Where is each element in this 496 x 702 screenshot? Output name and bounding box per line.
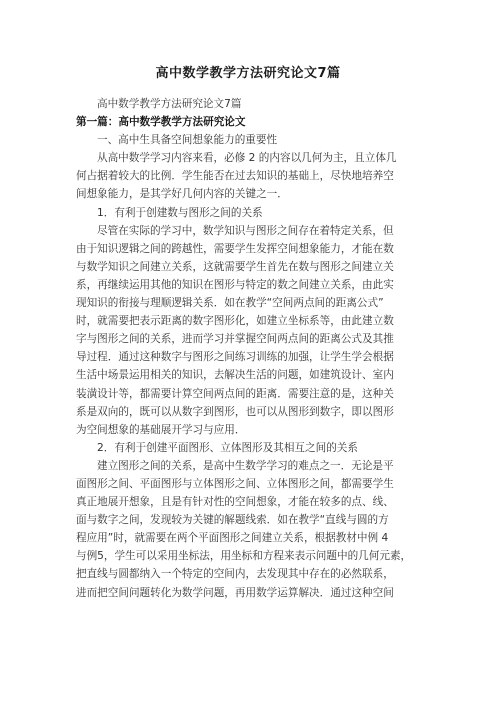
body-text-line: 字与图形之间的关系，进而学习并掌握空间两点间的距离公式及其推 <box>76 333 394 346</box>
body-text-line: 一、高中生具备空间想象能力的重要性 <box>97 134 278 147</box>
section-heading-line: 第一篇：高中数学教学方法研究论文 <box>76 116 246 129</box>
body-text-line: 生活中场景运用相关的知识，去解决生活的问题，如建筑设计、室内 <box>76 369 394 382</box>
document-body <box>76 95 426 602</box>
body-text-line: 把直线与圆都纳入一个特定的空间内，去发现其中存在的必然联系， <box>76 568 394 581</box>
body-text-line: 系是双向的，既可以从数字到图形，也可以从图形到数字，即以图形 <box>76 405 394 418</box>
body-text-line: 装潢设计等，都需要计算空间两点间的距离．需要注意的是，这种关 <box>76 387 394 400</box>
body-text-line: 系，再继续运用其他的知识在图形与特定的数之间建立关系，由此实 <box>76 278 394 291</box>
body-text-line: 程应用”时，就需要在两个平面图形之间建立关系，根据教材中例 4 <box>76 532 389 545</box>
body-text-line: 与例5，学生可以采用坐标法，用坐标和方程来表示问题中的几何元素， <box>76 550 412 563</box>
body-text-line: 现知识的衔接与理顺逻辑关系．如在教学“空间两点间的距离公式” <box>76 297 384 310</box>
body-text-line: 何占据着较大的比例．学生能否在过去知识的基础上，尽快地培养空 <box>76 170 394 183</box>
body-text-line: 为空间想象的基础展开学习与应用． <box>76 423 246 436</box>
body-text-line: 由于知识逻辑之间的跨越性，需要学生发挥空间想象能力，才能在数 <box>76 242 394 255</box>
body-text-line: 从高中数学学习内容来看，必修 2 的内容以几何为主，且立体几 <box>97 152 397 165</box>
body-text-line: 真正地展开想象，且是有针对性的空间想象，才能在较多的点、线、 <box>76 496 394 509</box>
body-text-line: 面图形之间、平面图形与立体图形之间、立体图形之间，都需要学生 <box>76 477 394 490</box>
document-title: 高中数学教学方法研究论文7篇 <box>155 66 341 81</box>
body-text-line: 导过程．通过这种数字与图形之间练习训练的加强，让学生学会根据 <box>76 351 394 364</box>
body-text-line: 与数学知识之间建立关系，这就需要学生首先在数与图形之间建立关 <box>76 260 394 273</box>
body-text-line: 高中数学教学方法研究论文7篇 <box>97 98 242 110</box>
body-text-line: 2．有利于创建平面图形、立体图形及其相互之间的关系 <box>97 441 358 454</box>
body-text-line: 进而把空间问题转化为数学问题，再用数学运算解决．通过这种空间 <box>76 586 394 599</box>
body-text-line: 面与数字之间，发现较为关键的解题线索．如在教学“直线与圆的方 <box>76 514 389 527</box>
body-text-line: 建立图形之间的关系，是高中生数学学习的难点之一．无论是平 <box>97 459 394 472</box>
body-text-line: 间想象能力，是其学好几何内容的关键之一． <box>76 188 288 201</box>
body-text-line: 尽管在实际的学习中，数学知识与图形之间存在着特定关系，但 <box>97 224 394 237</box>
body-text-line: 1．有利于创建数与图形之间的关系 <box>97 206 263 219</box>
body-text-line: 时，就需要把表示距离的数字图形化，如建立坐标系等，由此建立数 <box>76 315 394 328</box>
